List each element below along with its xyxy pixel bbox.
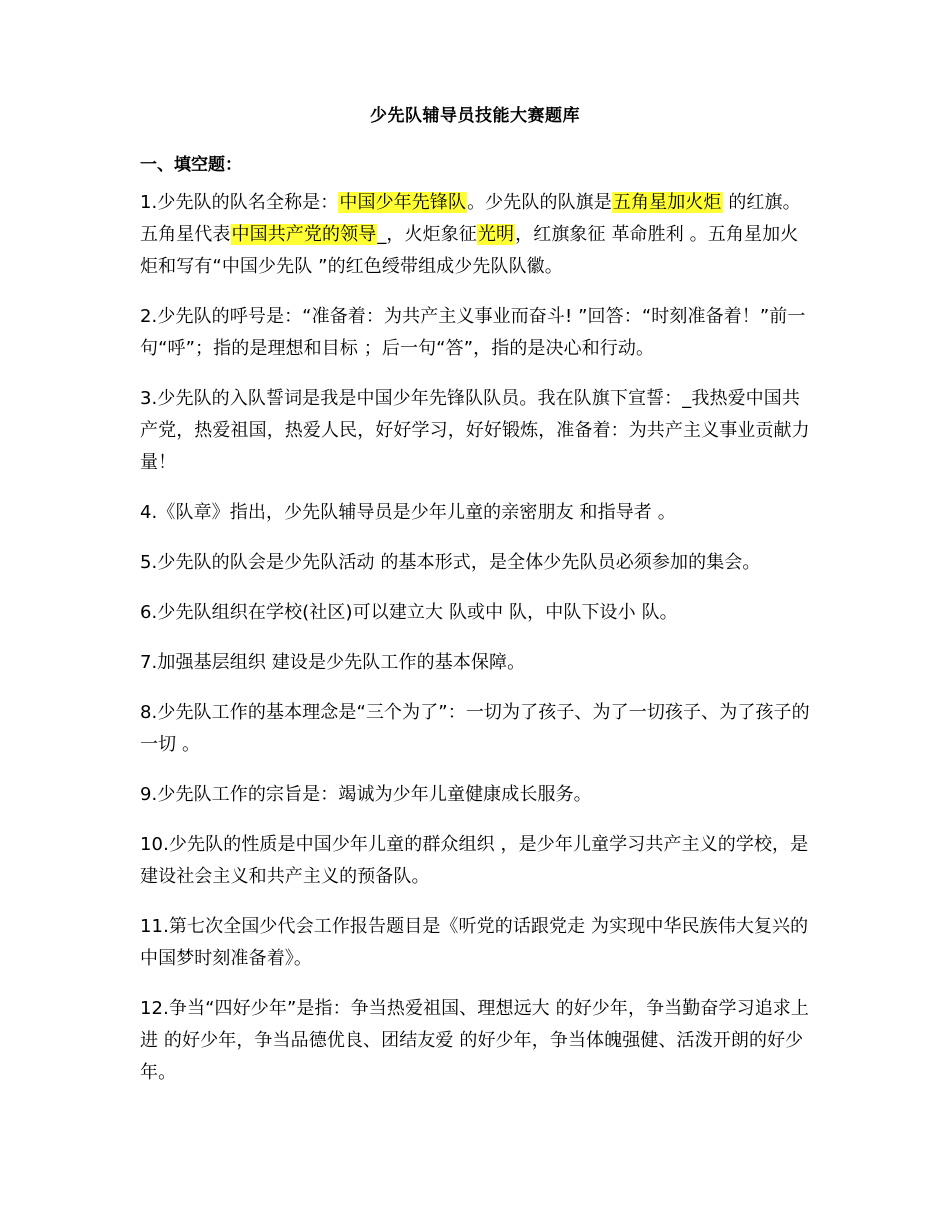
question-5: 5.少先队的队会是少先队活动 的基本形式，是全体少先队员必须参加的集会。: [140, 552, 761, 573]
highlighted-answer: 五角星加火炬: [612, 192, 722, 213]
question-6: 6.少先队组织在学校(社区)可以建立大 队或中 队，中队下设小 队。: [140, 602, 678, 623]
section-heading: 一、填空题：: [140, 155, 242, 175]
highlighted-answer: 中国少年先锋队: [339, 192, 467, 213]
question-11: 11.第七次全国少代会工作报告题目是《听党的话跟党走 为实现中华民族伟大复兴的中国梦时刻准备着》。: [140, 916, 809, 969]
question-3: 3.少先队的入队誓词是我是中国少年先锋队队员。我在队旗下宣誓：_我热爱中国共产党，热爱祖国，热爱人民，好好学习，好好锻炼，准备着：为共产主义事业贡献力量！: [140, 388, 810, 473]
question-list: [140, 187, 812, 1107]
question-10: 10.少先队的性质是中国少年儿童的群众组织 ，是少年儿童学习共产主义的学校，是建设社会主义和共产主义的预备队。: [140, 834, 809, 887]
question-4: 4.《队章》指出，少先队辅导员是少年儿童的亲密朋友 和指导者 。: [140, 502, 676, 523]
highlighted-answer: 中国共产党的领导: [231, 224, 377, 245]
question-2: 2.少先队的呼号是：“准备着：为共产主义事业而奋斗! ”回答：“时刻准备着！”前一句“呼”；指的是理想和目标 ；后一句“答”，指的是决心和行动。: [140, 306, 806, 359]
question-8: 8.少先队工作的基本理念是“三个为了”：一切为了孩子、为了一切孩子、为了孩子的一切 。: [140, 702, 810, 755]
question-1: 1.少先队的队名全称是：中国少年先锋队。少先队的队旗是五角星加火炬 的红旗。五角星代表中国共产党的领导_，火炬象征光明，红旗象征 革命胜利 。五角星加火炬和写有“中国少先队 ”的红色绶带组成少先队队徽。: [140, 192, 801, 277]
question-9: 9.少先队工作的宗旨是：竭诚为少年儿童健康成长服务。: [140, 784, 592, 805]
question-12: 12.争当“四好少年”是指：争当热爱祖国、理想远大 的好少年，争当勤奋学习追求上进 的好少年，争当品德优良、团结友爱 的好少年，争当体魄强健、活泼开朗的好少年。: [140, 998, 809, 1083]
page-title: 少先队辅导员技能大赛题库: [370, 106, 580, 126]
highlighted-answer: 光明: [477, 224, 515, 245]
question-7: 7.加强基层组织 建设是少先队工作的基本保障。: [140, 652, 526, 673]
